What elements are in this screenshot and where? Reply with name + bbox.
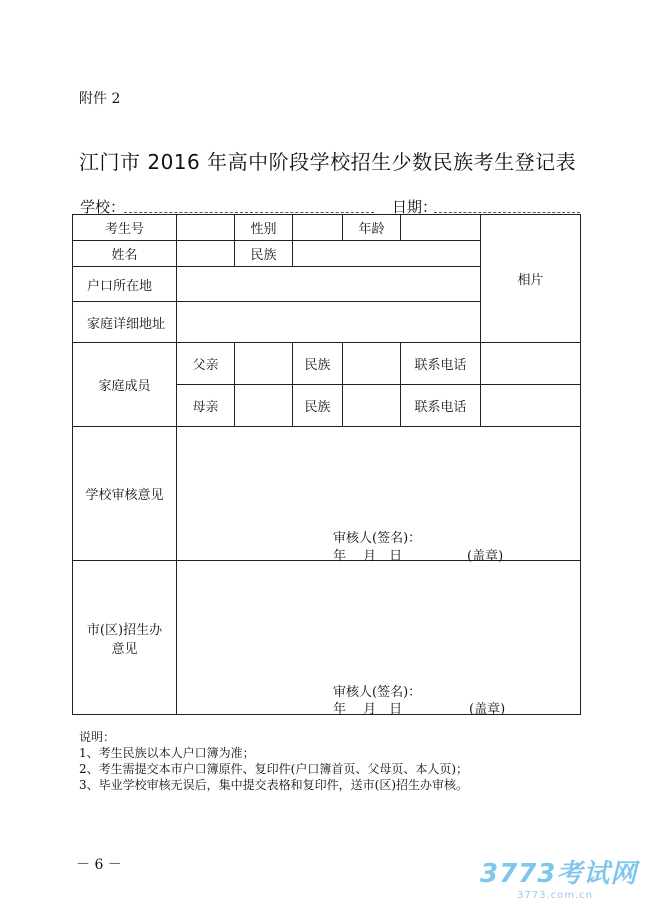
city-review-seal-label: (盖章) (469, 702, 506, 717)
page-number: － 6 － (76, 857, 122, 873)
gender-label: 性别 (235, 215, 293, 241)
school-label: 学校： (80, 198, 126, 216)
name-label: 姓名 (73, 241, 177, 267)
school-review-cell[interactable] (177, 427, 581, 564)
note-item: 2、考生需提交本市户口簿原件、复印件(户口簿首页、父母页、本人页)； (79, 762, 469, 776)
school-underline (124, 212, 374, 213)
city-review-label-line1: 市(区)招生办 (86, 622, 163, 638)
father-phone-cell[interactable] (481, 343, 581, 385)
city-review-date-label: 年 月 日 (333, 702, 403, 717)
mother-label: 母亲 (177, 385, 235, 427)
father-ethnicity-cell[interactable] (343, 343, 401, 385)
site-watermark (480, 853, 638, 903)
hukou-label: 户口所在地 (73, 267, 177, 302)
exam-number-cell[interactable] (177, 215, 235, 241)
exam-number-label: 考生号 (73, 215, 177, 241)
hukou-cell[interactable] (177, 267, 481, 302)
notes-heading: 说明： (79, 730, 116, 744)
school-review-label: 学校审核意见 (73, 427, 177, 561)
photo-cell: 相片 (481, 215, 581, 343)
father-name-cell[interactable] (235, 343, 293, 385)
father-phone-label: 联系电话 (401, 343, 481, 385)
address-label: 家庭详细地址 (73, 302, 177, 343)
registration-form-table (72, 214, 581, 715)
mother-name-cell[interactable] (235, 385, 293, 427)
name-cell[interactable] (177, 241, 235, 267)
address-cell[interactable] (177, 302, 481, 343)
school-reviewer-signature-label: 审核人(签名)： (333, 531, 422, 546)
mother-phone-label: 联系电话 (401, 385, 481, 427)
father-label: 父亲 (177, 343, 235, 385)
gender-cell[interactable] (293, 215, 343, 241)
ethnicity-label: 民族 (235, 241, 293, 267)
date-label: 日期： (392, 198, 438, 216)
mother-phone-cell[interactable] (481, 385, 581, 427)
attachment-label: 附件 2 (79, 91, 121, 107)
form-title: 江门市 2016 年高中阶段学校招生少数民族考生登记表 (79, 150, 577, 174)
notes-section (79, 729, 468, 793)
family-members-label: 家庭成员 (73, 343, 177, 427)
watermark-url: 3773.com.cn (517, 890, 593, 901)
school-review-date-label: 年 月 日 (333, 549, 403, 564)
school-review-seal-label: (盖章) (467, 549, 504, 564)
city-review-label-line2: 意见 (111, 641, 138, 657)
mother-ethnicity-cell[interactable] (343, 385, 401, 427)
note-item: 3、毕业学校审核无误后，集中提交表格和复印件，送市(区)招生办审核。 (79, 778, 469, 792)
city-review-label (73, 561, 177, 715)
father-ethnicity-label: 民族 (293, 343, 343, 385)
age-cell[interactable] (401, 215, 481, 241)
ethnicity-cell[interactable] (293, 241, 481, 267)
note-item: 1、考生民族以本人户口簿为准； (79, 746, 255, 760)
city-reviewer-signature-label: 审核人(签名)： (333, 685, 422, 700)
mother-ethnicity-label: 民族 (293, 385, 343, 427)
watermark-logo-text: 3773考试网 (480, 859, 638, 889)
date-underline (434, 212, 580, 213)
age-label: 年龄 (343, 215, 401, 241)
city-review-cell[interactable] (177, 561, 581, 715)
